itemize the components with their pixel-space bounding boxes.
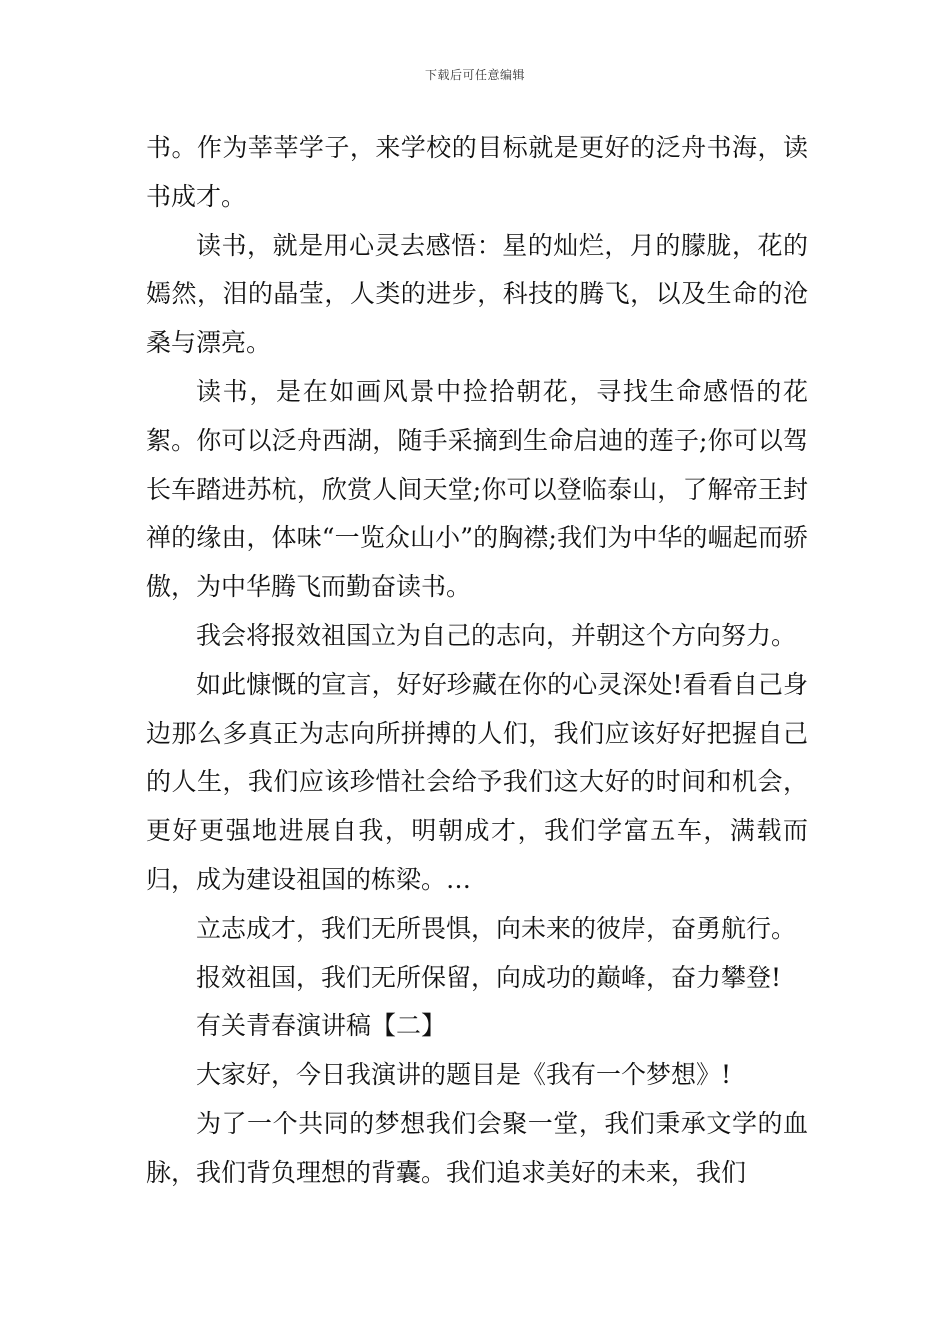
section-heading: 有关青春演讲稿【二】 xyxy=(196,1011,447,1041)
paragraph: 读书，是在如画风景中捡拾朝花，寻找生命感悟的花絮。你可以泛舟西湖，随手采摘到生命启迪的莲子;你可以驾长车踏进苏杭，欣赏人间天堂;你可以登临泰山，了解帝王封禅的缘由，体味“一览众山小”的胸襟;我们为中华的崛起而骄傲，为中华腾飞而勤奋读书。 xyxy=(146,376,808,602)
page-header: 下载后可任意编辑 xyxy=(424,68,525,82)
paragraph: 为了一个共同的梦想我们会聚一堂，我们秉承文学的血脉，我们背负理想的背囊。我们追求美好的未来，我们 xyxy=(146,1108,808,1187)
paragraph: 读书，就是用心灵去感悟：星的灿烂，月的朦胧，花的嫣然，泪的晶莹，人类的进步，科技的腾飞，以及生命的沧桑与漂亮。 xyxy=(146,230,808,358)
document-body xyxy=(146,124,808,1198)
paragraph: 大家好，今日我演讲的题目是《我有一个梦想》! xyxy=(196,1060,732,1090)
paragraph: 书。作为莘莘学子，来学校的目标就是更好的泛舟书海，读书成才。 xyxy=(146,133,808,211)
paragraph: 报效祖国，我们无所保留，向成功的巅峰，奋力攀登! xyxy=(196,962,782,992)
paragraph: 我会将报效祖国立为自己的志向，并朝这个方向努力。 xyxy=(196,620,797,650)
paragraph: 立志成才，我们无所畏惧，向未来的彼岸，奋勇航行。 xyxy=(196,913,797,943)
paragraph: 如此慷慨的宣言，好好珍藏在你的心灵深处!看看自己身边那么多真正为志向所拼搏的人们，我们应该好好把握自己的人生，我们应该珍惜社会给予我们这大好的时间和机会，更好更强地进展自我，明朝成才，我们学富五车，满载而归，成为建设祖国的栋梁。… xyxy=(146,669,808,894)
